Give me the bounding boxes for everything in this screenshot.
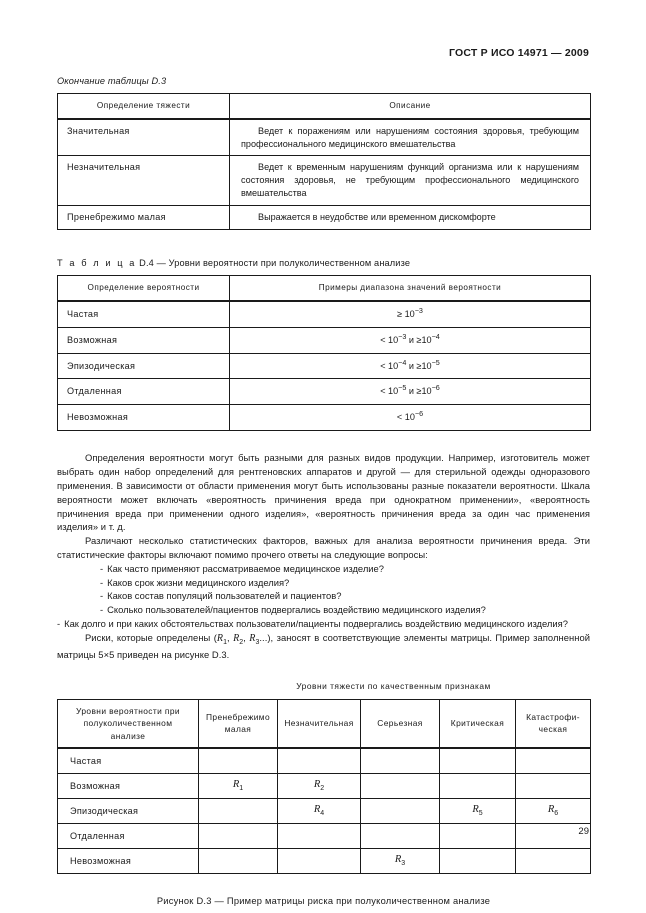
table-d3 bbox=[57, 93, 591, 230]
paragraph-3-tail: ...), заносят в соответствующие элементы матрицы. Пример заполненной матрицы 5×5 приведен на рисунке D.3. bbox=[57, 631, 590, 661]
table-row bbox=[58, 848, 591, 873]
risk-symbol: R bbox=[216, 632, 224, 644]
table-d4-caption-number: D.4 bbox=[139, 258, 154, 269]
list-item-label: Как часто применяют рассматриваемое медицинское изделие? bbox=[107, 562, 384, 574]
table-d4-range bbox=[230, 301, 591, 327]
matrix-body bbox=[58, 748, 591, 874]
list-item bbox=[100, 562, 590, 576]
risk-variable: $R_3$ bbox=[394, 854, 406, 868]
matrix-cell bbox=[516, 798, 591, 823]
risk-index: 3 bbox=[255, 638, 260, 646]
range-base: < 10 bbox=[396, 412, 415, 423]
risk-variable: $R_2$ bbox=[313, 779, 325, 793]
matrix-row-label: Частая bbox=[58, 748, 199, 774]
table-d4-range bbox=[230, 327, 591, 353]
range-base: < 10 bbox=[380, 360, 399, 371]
risk-variable-r2 bbox=[233, 633, 243, 644]
risk-variable-r1 bbox=[217, 633, 227, 644]
risk-matrix-figure bbox=[57, 681, 590, 906]
paragraph-3: Риски, которые определены ($R_1$, $R_2$, $R_3$...), заносят в соответствующие элементы матрицы. Пример заполненной матрицы 5×5 приведен на рисунке D.3. bbox=[57, 631, 590, 661]
table-d4-caption bbox=[57, 258, 590, 268]
table-d3-body bbox=[58, 119, 591, 230]
list-item-label: Сколько пользователей/пациентов подвергались воздействию медицинского изделия? bbox=[107, 604, 486, 616]
table-row bbox=[58, 353, 591, 379]
matrix-row-label: Отдаленная bbox=[58, 823, 199, 848]
matrix-cell bbox=[440, 748, 516, 774]
figure-caption: Рисунок D.3 — Пример матрицы риска при полуколичественном анализе bbox=[156, 895, 491, 906]
range-exponent: −5 bbox=[398, 383, 407, 393]
list-dash: - bbox=[100, 590, 104, 602]
matrix-col-catastrophic: Катастрофи- ческая bbox=[516, 699, 591, 748]
table-d4-caption-text: Уровни вероятности при полуколичественном анализе bbox=[168, 258, 411, 269]
table-d4-term: Эпизодическая bbox=[58, 353, 230, 379]
risk-variable: $R_4$ bbox=[313, 804, 325, 818]
table-d3-col-term: Определение тяжести bbox=[58, 94, 230, 119]
range-base-2: и ≥10 bbox=[406, 334, 432, 345]
question-list bbox=[57, 562, 590, 631]
range-exponent: −3 bbox=[414, 305, 423, 315]
table-d4-term: Частая bbox=[58, 301, 230, 327]
matrix-header-row bbox=[58, 699, 591, 748]
page-number: 29 bbox=[578, 826, 589, 837]
page-content bbox=[57, 76, 590, 906]
table-row bbox=[58, 748, 591, 774]
matrix-cell bbox=[278, 773, 361, 798]
table-d4-caption-prefix: Т а б л и ц а bbox=[57, 258, 137, 269]
matrix-col-serious: Серьезная bbox=[361, 699, 440, 748]
table-row bbox=[58, 327, 591, 353]
matrix-cell bbox=[361, 798, 440, 823]
risk-symbol: R bbox=[249, 632, 256, 644]
list-dash: - bbox=[100, 562, 104, 574]
matrix-col-minor: Незначительная bbox=[278, 699, 361, 748]
matrix-cell bbox=[516, 773, 591, 798]
table-d4-col-range: Примеры диапазона значений вероятности bbox=[230, 276, 591, 301]
table-d4-caption-dash: — bbox=[156, 258, 166, 269]
table-d3-description: Ведет к поражениям или нарушениям состояния здоровья, требующим профессионального медицинского вмешательства bbox=[230, 119, 591, 156]
range-base: ≥ 10 bbox=[397, 308, 415, 319]
table-d3-caption: Окончание таблицы D.3 bbox=[57, 76, 167, 86]
table-d3-description: Выражается в неудобстве или временном дискомфорте bbox=[230, 206, 591, 230]
matrix-row-label: Эпизодическая bbox=[58, 798, 199, 823]
paragraph-1: Определения вероятности могут быть разными для разных видов продукции. Например, изготовитель может выбрать один набор определений для рентгеновских аппаратов и другой — для стерильной одежды одноразового применения. В зависимости от области применения могут быть использованы разные показатели вероятности. Шкала вероятности может включать «вероятность причинения вреда при однократном применении», «вероятность причинения вреда при применении одного изделия», «вероятность причинения вреда за один час применения изделия» и т. д. bbox=[57, 452, 590, 533]
matrix-supertitle: Уровни тяжести по качественным признакам bbox=[296, 680, 491, 691]
risk-variable: $R_5$ bbox=[472, 804, 483, 818]
running-head: ГОСТ Р ИСО 14971 — 2009 bbox=[449, 47, 589, 59]
table-d4-term: Отдаленная bbox=[58, 379, 230, 405]
list-item bbox=[100, 576, 590, 590]
matrix-cell bbox=[199, 798, 278, 823]
body-text bbox=[57, 451, 590, 662]
table-d4-term: Невозможная bbox=[58, 405, 230, 431]
matrix-cell bbox=[516, 848, 591, 873]
list-dash: - bbox=[100, 604, 104, 616]
matrix-cell bbox=[278, 748, 361, 774]
matrix-row-label: Возможная bbox=[58, 773, 199, 798]
matrix-cell bbox=[516, 748, 591, 774]
list-item bbox=[100, 603, 590, 617]
list-item-label: Каков состав популяций пользователей и пациентов? bbox=[107, 590, 342, 602]
matrix-col-negligible: Пренебрежимо малая bbox=[199, 699, 278, 748]
matrix-cell bbox=[361, 848, 440, 873]
table-d3-col-description: Описание bbox=[230, 94, 591, 119]
list-item bbox=[100, 589, 590, 603]
list-item bbox=[57, 617, 590, 631]
table-d3-term: Незначительная bbox=[58, 156, 230, 206]
risk-variable-r3 bbox=[249, 633, 259, 644]
range-base-2: и ≥10 bbox=[406, 360, 432, 371]
matrix-cell bbox=[361, 748, 440, 774]
range-exponent-2: −5 bbox=[431, 357, 440, 367]
range-exponent: −4 bbox=[398, 357, 407, 367]
table-d4-range bbox=[230, 353, 591, 379]
risk-index: 1 bbox=[223, 638, 228, 646]
matrix-cell bbox=[440, 798, 516, 823]
matrix-cell bbox=[440, 823, 516, 848]
matrix-cell bbox=[278, 848, 361, 873]
table-row bbox=[58, 156, 591, 206]
paragraph-3-lead: Риски, которые определены ( bbox=[85, 631, 217, 643]
table-d4-body bbox=[58, 301, 591, 431]
matrix-cell bbox=[278, 798, 361, 823]
table-d3-term: Пренебрежимо малая bbox=[58, 206, 230, 230]
table-row bbox=[58, 379, 591, 405]
range-base: < 10 bbox=[380, 334, 399, 345]
matrix-cell bbox=[440, 773, 516, 798]
range-base: < 10 bbox=[380, 386, 399, 397]
risk-index: 2 bbox=[239, 638, 244, 646]
matrix-row-label: Невозможная bbox=[58, 848, 199, 873]
list-item-label: Каков срок жизни медицинского изделия? bbox=[107, 576, 290, 588]
table-d3-header-row bbox=[58, 94, 591, 119]
table-row bbox=[58, 301, 591, 327]
table-d4-range bbox=[230, 405, 591, 431]
risk-symbol: R bbox=[233, 632, 240, 644]
table-d4-term: Возможная bbox=[58, 327, 230, 353]
matrix-cell bbox=[361, 773, 440, 798]
matrix-cell bbox=[278, 823, 361, 848]
table-d4-col-term: Определение вероятности bbox=[58, 276, 230, 301]
matrix-cell bbox=[199, 773, 278, 798]
table-d3-term: Значительная bbox=[58, 119, 230, 156]
matrix-cell bbox=[199, 848, 278, 873]
range-base-2: и ≥10 bbox=[406, 386, 432, 397]
table-d4-header-row bbox=[58, 276, 591, 301]
list-dash: - bbox=[57, 618, 61, 629]
table-row bbox=[58, 823, 591, 848]
table-row bbox=[58, 119, 591, 156]
table-d4 bbox=[57, 275, 591, 431]
table-row bbox=[58, 798, 591, 823]
matrix-cell bbox=[440, 848, 516, 873]
range-exponent-2: −4 bbox=[431, 331, 440, 341]
risk-variable: $R_6$ bbox=[547, 804, 559, 818]
range-exponent: −3 bbox=[398, 331, 407, 341]
table-row bbox=[58, 206, 591, 230]
risk-matrix-table bbox=[57, 699, 591, 874]
matrix-row-header: Уровни вероятности при полуколичественном анализе bbox=[58, 699, 199, 748]
table-row bbox=[58, 405, 591, 431]
table-d4-range bbox=[230, 379, 591, 405]
matrix-col-critical: Критическая bbox=[440, 699, 516, 748]
matrix-cell bbox=[199, 823, 278, 848]
matrix-cell bbox=[199, 748, 278, 774]
range-exponent: −6 bbox=[414, 409, 424, 419]
list-dash: - bbox=[100, 576, 104, 588]
range-exponent-2: −6 bbox=[431, 383, 440, 393]
list-item-label: Как долго и при каких обстоятельствах пользователи/пациенты подвергались воздействию медицинского изделия? bbox=[64, 618, 568, 629]
paragraph-2: Различают несколько статистических факторов, важных для анализа вероятности причинения вреда. Эти статистические факторы включают помимо прочего ответы на следующие вопросы: bbox=[57, 535, 590, 560]
table-d3-description: Ведет к временным нарушениям функций организма или к нарушениям состояния здоровья, не требующим профессионального медицинского вмешательства bbox=[230, 156, 591, 206]
risk-variable: $R_1$ bbox=[232, 779, 244, 793]
table-row bbox=[58, 773, 591, 798]
matrix-cell bbox=[361, 823, 440, 848]
